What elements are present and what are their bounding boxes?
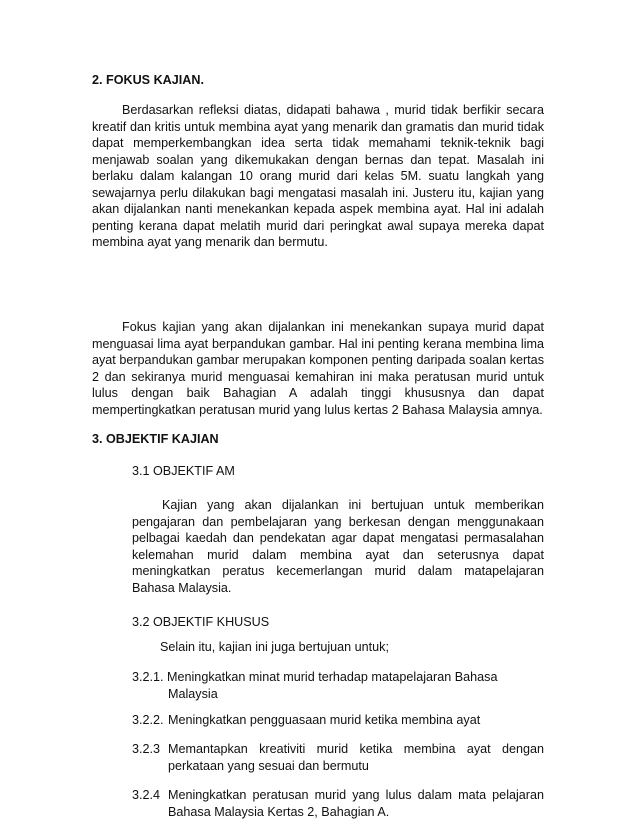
objective-item-text: Memantapkan kreativiti murid ketika membina ayat dengan perkataan yang sesuai dan bermutu (168, 742, 544, 773)
objective-item-number: 3.2.1. (132, 670, 164, 684)
objective-item-number: 3.2.4 (132, 788, 161, 802)
subsection-3-1-heading: 3.1 OBJEKTIF AM (132, 464, 235, 478)
objective-item-number: 3.2.2. (132, 713, 164, 727)
objective-item-text-continued: Malaysia (168, 686, 218, 701)
section-2-paragraph-1: Berdasarkan refleksi diatas, didapati bahawa , murid tidak berfikir secara kreatif dan kritis untuk membina ayat yang menarik dan gramatis dan murid tidak dapat memperkembangkan idea serta tidak memahami teknik-teknik bagi menjawab soalan yang dikemukakan dengan bernas dan tepat. Masalah ini berlaku dalam kalangan 10 orang murid dari kelas 5M. suatu langkah yang sewajarnya perlu dilakukan bagi mengatasi masalah ini. Justeru itu, kajian yang akan dijalankan nanti menekankan kepada aspek membina ayat. Hal ini adalah penting kerana dapat melatih murid dari peringkat awal supaya mereka dapat membina ayat yang menarik dan bermutu. (92, 103, 544, 249)
subsection-3-2-intro: Selain itu, kajian ini juga bertujuan untuk; (160, 640, 389, 654)
objective-item-line (132, 669, 544, 686)
section-3-heading: 3. OBJEKTIF KAJIAN (92, 432, 219, 446)
objective-item-text: Meningkatkan pengguasaan murid ketika membina ayat (168, 713, 481, 727)
objective-item-number: 3.2.3 (132, 742, 161, 756)
subsection-3-1-paragraph: Kajian yang akan dijalankan ini bertujuan untuk memberikan pengajaran dan pembelajaran yang berkesan dengan menggunakaan pelbagai kaedah dan pendekatan agar dapat mengatasi permasalahan kelemahan murid dalam membina ayat dan seterusnya dapat meningkatkan peratus kecemerlangan murid dalam matapelajaran Bahasa Malaysia. (132, 498, 544, 595)
section-2-paragraph-2: Fokus kajian yang akan dijalankan ini menekankan supaya murid dapat menguasai lima ayat berpandukan gambar. Hal ini penting kerana membina lima ayat berpandukan gambar merupakan komponen penting daripada soalan kertas 2 dan sekiranya murid menguasai kemahiran ini maka peratusan murid untuk lulus dengan baik Bahagian A adalah tinggi khususnya dan dapat mempertingkatkan peratusan murid yang lulus kertas 2 Bahasa Malaysia amnya. (92, 320, 544, 417)
objective-item-text: Meningkatkan minat murid terhadap matapelajaran Bahasa (167, 670, 498, 684)
section-2-heading: 2. FOKUS KAJIAN. (92, 73, 204, 87)
objective-item-text: Meningkatkan peratusan murid yang lulus dalam mata pelajaran Bahasa Malaysia Kertas 2, Bahagian A. (168, 788, 544, 819)
subsection-3-2-heading: 3.2 OBJEKTIF KHUSUS (132, 615, 270, 629)
